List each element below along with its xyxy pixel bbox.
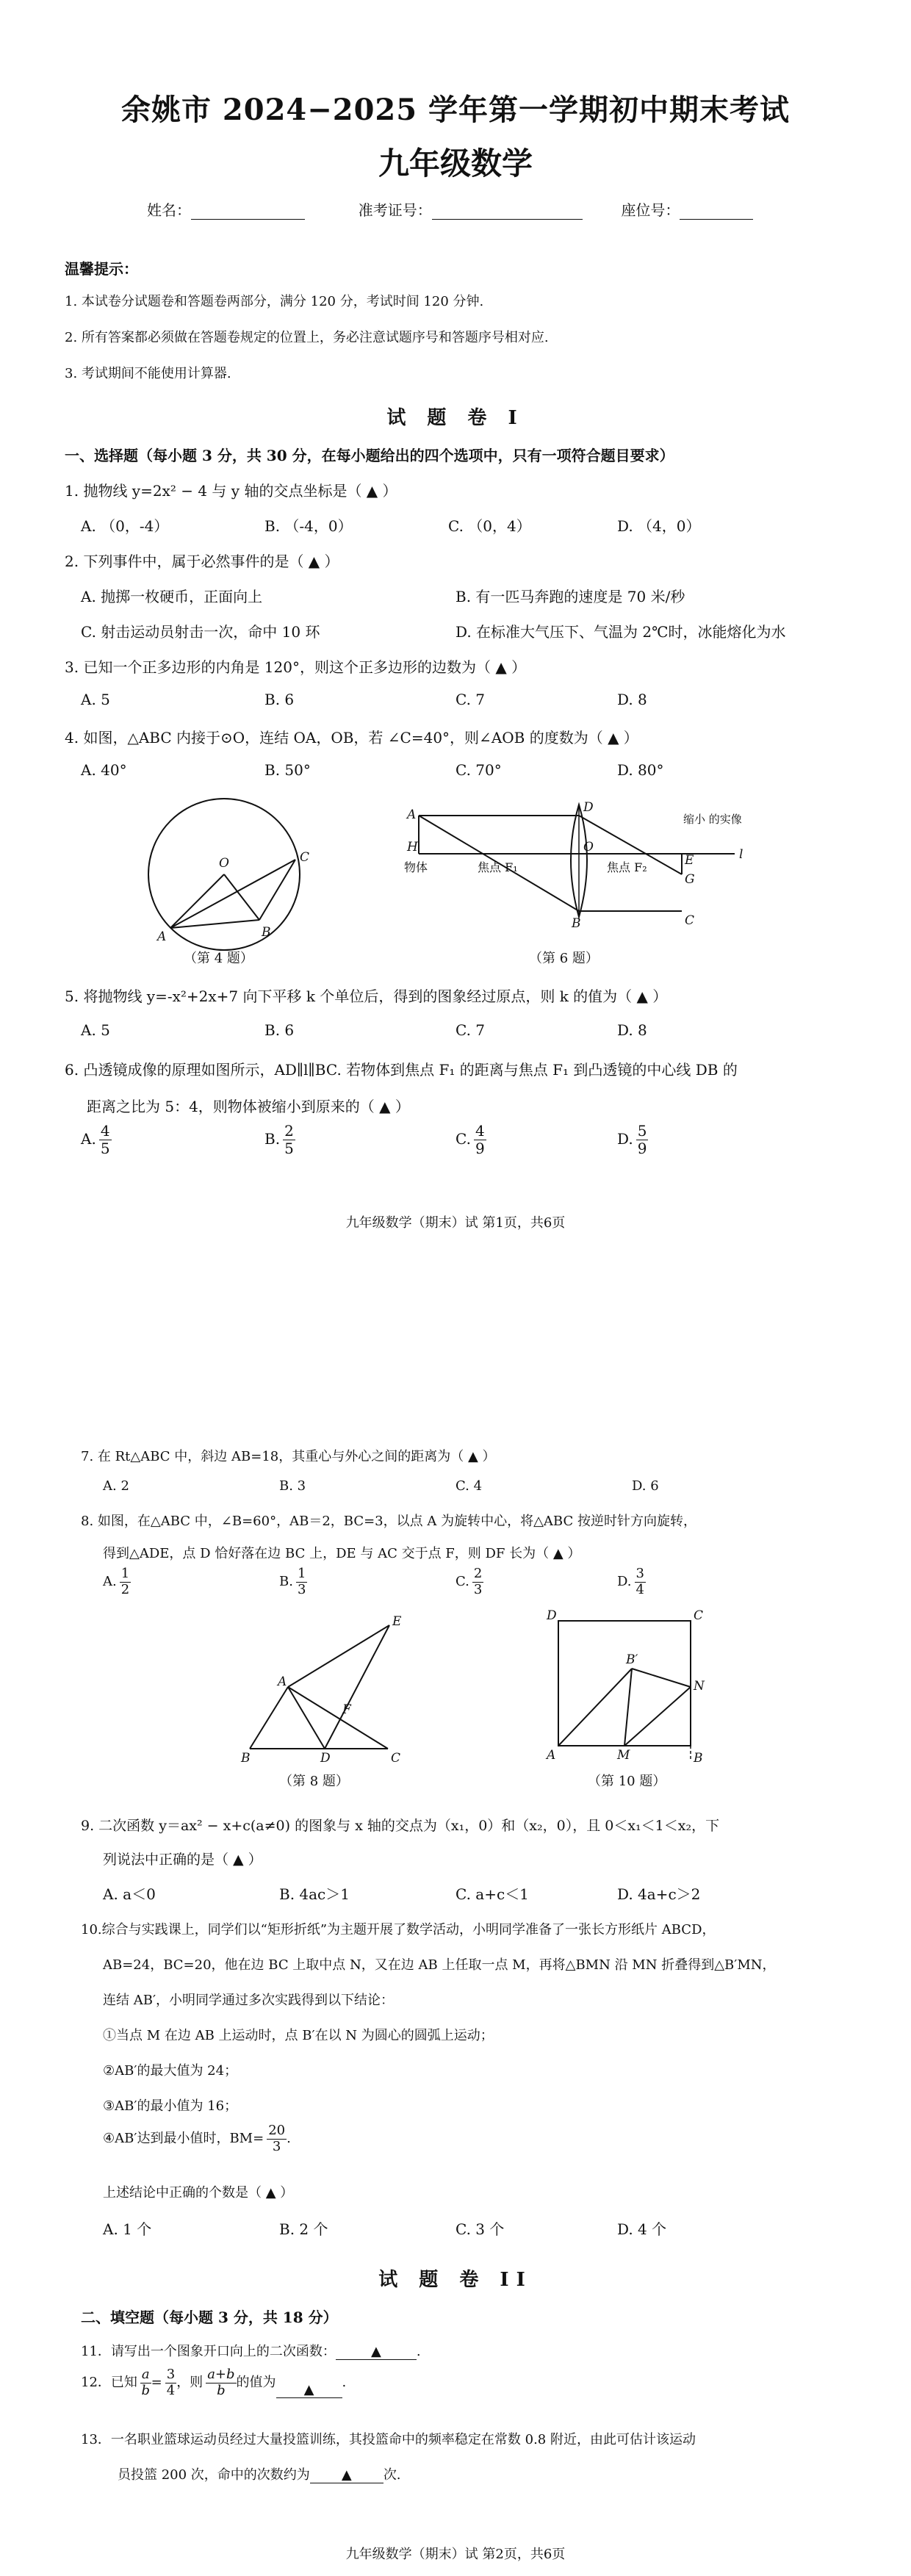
- q6-option-c[interactable]: C. $\frac{4}{9}$: [455, 1122, 485, 1157]
- q10-segment-b1n: [632, 1669, 691, 1687]
- q4-segment-ac: [170, 860, 295, 928]
- seat-label: 座位号：: [621, 201, 680, 219]
- q6-label-b: B: [572, 916, 581, 931]
- q9-option-a[interactable]: A. a＜0: [103, 1885, 156, 1903]
- q6-caption: （第 6 题）: [529, 951, 599, 966]
- q8-figure: [235, 1614, 426, 1766]
- q6-label-object: 物体: [404, 860, 428, 874]
- q12: 12．已知 $\frac{a}{b}$ = $\frac{3}{4}$ ，则 $\frac{a+b}{b}$ 的值为 ▲ .: [81, 2367, 347, 2398]
- q6-label-e: E: [685, 853, 694, 868]
- q7-stem: 7. 在 Rt△ABC 中，斜边 AB=18，其重心与外心之间的距离为（ ▲ ）: [81, 1449, 496, 1464]
- q2-option-c[interactable]: C. 射击运动员射击一次，命中 10 环: [81, 623, 320, 641]
- q2-stem: 2. 下列事件中，属于必然事件的是（ ▲ ）: [65, 553, 339, 570]
- q10-conclusion-3: ③AB′的最小值为 16；: [103, 2098, 238, 2114]
- q4-label-b: B: [262, 925, 271, 940]
- exam-id-label: 准考证号：: [358, 201, 432, 219]
- q8-option-b[interactable]: B. $\frac{1}{3}$: [279, 1566, 306, 1597]
- q7-option-b[interactable]: B. 3: [279, 1478, 306, 1494]
- q6-option-b[interactable]: B. $\frac{2}{5}$: [264, 1122, 294, 1157]
- q11-answer-blank[interactable]: ▲: [336, 2344, 417, 2360]
- q6-lens-figure: [382, 801, 749, 933]
- q6-label-c: C: [685, 913, 695, 928]
- q8-label-c: C: [391, 1751, 401, 1766]
- exam-id-field[interactable]: [432, 219, 583, 220]
- q9-option-c[interactable]: C. a+c＜1: [455, 1885, 529, 1903]
- q10-stem-line2: AB=24，BC=20，他在边 BC 上取中点 N，又在边 AB 上任取一点 M，再将△BMN 沿 MN 折叠得到△B′MN，: [103, 1957, 776, 1973]
- q6-label-focus1: 焦点 F₁: [478, 860, 518, 874]
- q10-label-d: D: [547, 1608, 557, 1623]
- q4-option-a[interactable]: A. 40°: [81, 761, 127, 779]
- q4-label-o: O: [219, 856, 229, 871]
- q10-stem-line1: 10.综合与实践课上，同学们以“矩形折纸”为主题开展了数学活动，小明同学准备了一张长方形纸片 ABCD，: [81, 1922, 716, 1938]
- q4-option-c[interactable]: C. 70°: [455, 761, 502, 779]
- exam-subtitle: 九年级数学: [378, 145, 533, 181]
- q8-segment-ad: [288, 1687, 325, 1749]
- q8-label-d: D: [320, 1751, 331, 1766]
- paper2-title: 试 题 卷 II: [378, 2269, 533, 2291]
- q4-option-d[interactable]: D. 80°: [617, 761, 664, 779]
- q7-option-c[interactable]: C. 4: [455, 1478, 483, 1494]
- q6-label-l: l: [739, 847, 743, 862]
- q10-summary: 上述结论中正确的个数是（ ▲ ）: [103, 2185, 294, 2201]
- q6-label-o: O: [583, 840, 594, 855]
- q6-label-d: D: [583, 800, 594, 815]
- name-label: 姓名：: [147, 201, 191, 219]
- q10-option-b[interactable]: B. 2 个: [279, 2220, 328, 2238]
- q8-stem-line1: 8. 如图，在△ABC 中，∠B=60°，AB＝2，BC=3，以点 A 为旋转中心，将△ABC 按逆时针方向旋转，: [81, 1514, 696, 1529]
- q2-option-b[interactable]: B. 有一匹马奔跑的速度是 70 米/秒: [455, 588, 685, 605]
- q5-option-b[interactable]: B. 6: [264, 1021, 295, 1039]
- section2-heading: 二、填空题（每小题 3 分，共 18 分）: [81, 2309, 338, 2326]
- paper1-title: 试 题 卷 I: [386, 407, 525, 429]
- q10-label-n: N: [694, 1679, 705, 1694]
- q8-stem-line2: 得到△ADE，点 D 恰好落在边 BC 上，DE 与 AC 交于点 F，则 DF 长为（ ▲ ）: [103, 1546, 581, 1561]
- notice-item-3: 3. 考试期间不能使用计算器.: [65, 366, 231, 381]
- q8-label-b: B: [241, 1751, 251, 1766]
- q10-option-d[interactable]: D. 4 个: [617, 2220, 667, 2238]
- q9-option-b[interactable]: B. 4ac＞1: [279, 1885, 350, 1903]
- q9-option-d[interactable]: D. 4a+c＞2: [617, 1885, 701, 1903]
- q9-stem-line1: 9. 二次函数 y＝ax² − x+c(a≠0) 的图象与 x 轴的交点为（x₁，0）和（x₂，0），且 0＜x₁＜1＜x₂，下: [81, 1818, 720, 1834]
- q4-segment-ob: [224, 874, 259, 920]
- q1-stem: 1. 抛物线 y=2x² − 4 与 y 轴的交点坐标是（ ▲ ）: [65, 482, 397, 500]
- q8-caption: （第 8 题）: [279, 1774, 349, 1789]
- q1-option-a[interactable]: A. （0，-4）: [81, 517, 169, 535]
- q2-option-a[interactable]: A. 抛掷一枚硬币，正面向上: [81, 588, 263, 605]
- q8-segment-ab: [250, 1687, 288, 1749]
- q3-option-a[interactable]: A. 5: [81, 691, 110, 708]
- seat-field[interactable]: [680, 219, 753, 220]
- q10-option-a[interactable]: A. 1 个: [103, 2220, 152, 2238]
- q8-option-d[interactable]: D. $\frac{3}{4}$: [617, 1566, 644, 1597]
- q5-option-a[interactable]: A. 5: [81, 1021, 110, 1039]
- q4-segment-oa: [170, 874, 224, 928]
- q5-stem: 5. 将抛物线 y=-x²+2x+7 向下平移 k 个单位后，得到的图象经过原点，则 k 的值为（ ▲ ）: [65, 987, 668, 1005]
- q6-stem-line2: 距离之比为 5：4，则物体被缩小到原来的（ ▲ ）: [87, 1098, 410, 1115]
- q8-option-a[interactable]: A. $\frac{1}{2}$: [103, 1566, 130, 1597]
- q8-segment-ac: [288, 1687, 388, 1749]
- q1-option-d[interactable]: D. （4，0）: [617, 517, 701, 535]
- q5-option-c[interactable]: C. 7: [455, 1021, 486, 1039]
- q10-label-a: A: [547, 1748, 556, 1763]
- notice-item-2: 2. 所有答案都必须做在答题卷规定的位置上，务必注意试题序号和答题序号相对应.: [65, 330, 549, 345]
- q6-label-focus2: 焦点 F₂: [607, 860, 647, 874]
- q6-option-a[interactable]: A. $\frac{4}{5}$: [81, 1122, 110, 1157]
- q8-option-c[interactable]: C. $\frac{2}{3}$: [455, 1566, 483, 1597]
- q9-stem-line2: 列说法中正确的是（ ▲ ）: [103, 1852, 262, 1868]
- q4-figure: [125, 794, 345, 970]
- q1-option-b[interactable]: B. （-4，0）: [264, 517, 353, 535]
- q10-caption: （第 10 题）: [588, 1774, 666, 1789]
- q10-stem-line3: 连结 AB′，小明同学通过多次实践得到以下结论：: [103, 1993, 395, 2008]
- q10-figure: [544, 1606, 720, 1775]
- notice-heading: 温馨提示：: [65, 260, 138, 278]
- q10-label-c: C: [694, 1608, 704, 1623]
- student-info-row: [147, 198, 753, 220]
- q6-stem-line1: 6. 凸透镜成像的原理如图所示，AD∥l∥BC. 若物体到焦点 F₁ 的距离与焦点 F₁ 到凸透镜的中心线 DB 的: [65, 1061, 738, 1079]
- q7-option-d[interactable]: D. 6: [632, 1478, 659, 1494]
- q8-label-a: A: [278, 1674, 287, 1689]
- q6-label-a: A: [407, 807, 417, 822]
- q2-option-d[interactable]: D. 在标准大气压下、气温为 2℃时，冰能熔化为水: [455, 623, 786, 641]
- q10-conclusion-4: ④AB′达到最小值时，BM= $\frac{20}{3}$ .: [103, 2123, 291, 2154]
- q10-label-b-prime: B′: [626, 1652, 638, 1667]
- q6-label-g: G: [685, 872, 695, 887]
- q4-stem: 4. 如图，△ABC 内接于⊙O，连结 OA，OB，若 ∠C=40°，则∠AOB 的度数为（ ▲ ）: [65, 729, 638, 746]
- q8-label-f: F: [342, 1702, 351, 1717]
- q10-segment-mn: [624, 1687, 691, 1746]
- q6-option-d[interactable]: D. $\frac{5}{9}$: [617, 1122, 647, 1157]
- q12-answer-blank[interactable]: ▲: [276, 2382, 342, 2398]
- q8-label-e: E: [392, 1614, 402, 1629]
- q8-segment-ae: [288, 1625, 389, 1687]
- q13-line2: 员投篮 200 次，命中的次数约为 ▲ 次.: [118, 2467, 401, 2483]
- q10-conclusion-1: ①当点 M 在边 AB 上运动时，点 B′在以 N 为圆心的圆弧上运动；: [103, 2028, 494, 2043]
- q1-option-c[interactable]: C. （0，4）: [448, 517, 531, 535]
- q5-option-d[interactable]: D. 8: [617, 1021, 647, 1039]
- q3-option-b[interactable]: B. 6: [264, 691, 295, 708]
- q4-caption: （第 4 题）: [184, 951, 253, 966]
- q10-conclusion-2: ②AB′的最大值为 24；: [103, 2063, 238, 2079]
- q3-stem: 3. 已知一个正多边形的内角是 120°，则这个正多边形的边数为（ ▲ ）: [65, 658, 527, 676]
- section1-heading: 一、选择题（每小题 3 分，共 30 分，在每小题给出的四个选项中，只有一项符合题目要求）: [65, 447, 674, 464]
- q10-label-m: M: [617, 1748, 630, 1763]
- q13-line1: 13．一名职业篮球运动员经过大量投篮训练，其投篮命中的频率稳定在常数 0.8 附近，由此可估计该运动: [81, 2432, 696, 2447]
- q10-segment-mb1: [624, 1669, 632, 1746]
- q10-rectangle: [558, 1621, 691, 1746]
- q3-option-c[interactable]: C. 7: [455, 691, 486, 708]
- q10-option-c[interactable]: C. 3 个: [455, 2220, 505, 2238]
- notice-item-1: 1. 本试卷分试题卷和答题卷两部分，满分 120 分，考试时间 120 分钟.: [65, 294, 484, 309]
- q4-label-c: C: [300, 850, 310, 865]
- name-field[interactable]: [191, 219, 305, 220]
- q3-option-d[interactable]: D. 8: [617, 691, 647, 708]
- q10-segment-ab1: [558, 1669, 632, 1746]
- q6-label-h: H: [407, 840, 418, 855]
- q6-label-image: 缩小 的实像: [683, 813, 742, 826]
- page2-footer: 九年级数学（期末）试 第2页，共6页: [345, 2547, 566, 2562]
- page1-footer: 九年级数学（期末）试 第1页，共6页: [345, 1215, 566, 1231]
- q4-option-b[interactable]: B. 50°: [264, 761, 311, 779]
- q13-answer-blank[interactable]: ▲: [310, 2467, 384, 2483]
- exam-title: 余姚市 2024−2025 学年第一学期初中期末考试: [120, 93, 791, 127]
- q11: 11．请写出一个图象开口向上的二次函数： ▲ .: [81, 2344, 421, 2359]
- q4-label-a: A: [157, 929, 167, 944]
- q10-label-b: B: [694, 1751, 703, 1766]
- q7-option-a[interactable]: A. 2: [103, 1478, 129, 1494]
